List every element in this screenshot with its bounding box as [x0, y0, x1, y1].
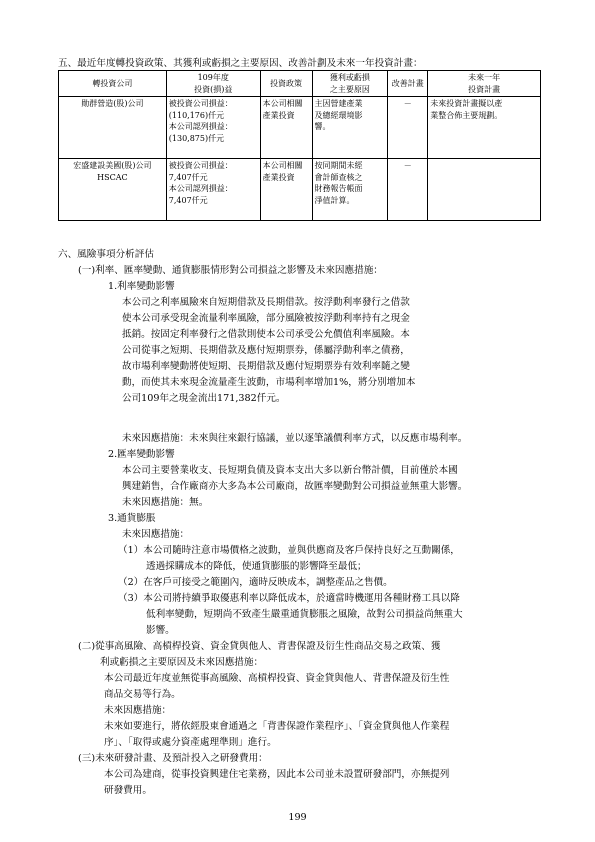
table-row	[59, 159, 541, 221]
item2-title: 2.匯率變動影響	[108, 449, 175, 460]
sub1-title: (一)利率、匯率變動、通貨膨脹情形對公司損益之影響及未來因應措施：	[78, 265, 383, 276]
sub2-title: (二)從事高風險、高槓桿投資、資金貸與他人、背書保證及衍生性商品交易之政策、獲 利或虧損之主要原因及未來因應措施：	[78, 641, 441, 668]
header-improve: 改善計畫	[388, 71, 428, 97]
improve-cell: －	[388, 97, 428, 159]
header-gainloss: 109年度 投資(損)益	[166, 71, 260, 97]
reason-cell: 按同期間未經 會計師查核之 財務報告帳面 淨值計算。	[312, 159, 388, 221]
item1-title: 1.利率變動影響	[108, 281, 175, 292]
policy-cell: 本公司相關 產業投資	[260, 159, 312, 221]
reason-cell: 主因營建產業 及總經環境影 響。	[312, 97, 388, 159]
company-cell: 宏盛建設美國(股)公司 HSCAC	[59, 159, 167, 221]
sub2-body: 本公司最近年度並無從事高風險、高槓桿投資、資金貸與他人、背書保證及衍生性 商品交易等行為。 未來因應措施： 未來如要進行，將依經股東會通過之「背書保證作業程序」、「資金貸與他人作業程 序」、「取得或處分資產處理準則」進行。	[104, 673, 450, 748]
item2-measure: 未來因應措施：無。	[122, 497, 209, 508]
item3-point: （1）本公司隨時注意市場價格之波動，並與供應商及客戶保持良好之互動關係， 透過採購成本的降低，使通貨膨脹的影響降至最低； （2）在客戶可接受之範圍內，適時反映成本，調整產品之售價。 （3）本公司將持續爭取優惠利率以降低成本，於適當時機運用各種財務工具以降 低利率變動，短期尚不致產生嚴重通貨膨脹之風險，故對公司損益尚無重大 影響。	[118, 545, 463, 636]
item1-measure: 未來因應措施：未來與往來銀行協議，並以逐筆議價利率方式，以反應市場利率。	[122, 433, 468, 444]
section6-title: 六、風險事項分析評估	[58, 249, 154, 260]
policy-cell: 本公司相關 產業投資	[260, 97, 312, 159]
header-future: 未來一年 投資計畫	[428, 71, 541, 97]
section5-title: 五、最近年度轉投資政策、其獲利或虧損之主要原因、改善計劃及未來一年投資計畫：	[58, 58, 423, 69]
item3-title: 3.通貨膨脹	[108, 513, 156, 524]
sub3-body: 本公司為建商，從事投資興建住宅業務，因此本公司並未設置研發部門，亦無提列 研發費用。	[104, 769, 450, 796]
sub3-title: (三)未來研發計畫、及預計投入之研發費用：	[78, 753, 268, 764]
improve-cell: －	[388, 159, 428, 221]
future-cell: 未來投資計畫擬以產 業整合佈主要規劃。	[428, 97, 541, 159]
table-header-row	[59, 71, 541, 97]
company-cell: 勛群營造(股)公司	[59, 97, 167, 159]
gain-cell: 被投資公司損益： (110,176)仟元 本公司認列損益： (130,875)仟元	[166, 97, 260, 159]
investment-table	[58, 70, 541, 221]
header-company: 轉投資公司	[59, 71, 167, 97]
header-reason: 獲利或虧損 之主要原因	[312, 71, 388, 97]
item3-measure-title: 未來因應措施：	[122, 529, 190, 540]
future-cell	[428, 159, 541, 221]
page-number: 199	[288, 812, 307, 823]
table-row	[59, 97, 541, 159]
gain-cell: 被投資公司損益： 7,407仟元 本公司認列損益： 7,407仟元	[166, 159, 260, 221]
header-policy: 投資政策	[260, 71, 312, 97]
item2-paragraph: 本公司主要營業收支、長短期負債及資本支出大多以新台幣計價，目前僅於本國 興建銷售，合作廠商亦大多為本公司廠商，故匯率變動對公司損益並無重大影響。	[122, 465, 468, 492]
item1-paragraph: 本公司之利率風險來自短期借款及長期借款。按浮動利率發行之借款 使本公司承受現金流量利率風險，部分風險被按浮動利率持有之現金 抵銷。按固定利率發行之借款則使本公司承受公允價值利率風險。本 公司從事之短期、長期借款及應付短期票券，係屬浮動利率之債務， 故市場利率變動將使短期、長期借款及應付短期票券有效利率隨之變 動，而使其未來現金流量產生波動，市場利率增加1%，將分別增加本 公司109年之現金流出171,382仟元。	[122, 297, 416, 404]
